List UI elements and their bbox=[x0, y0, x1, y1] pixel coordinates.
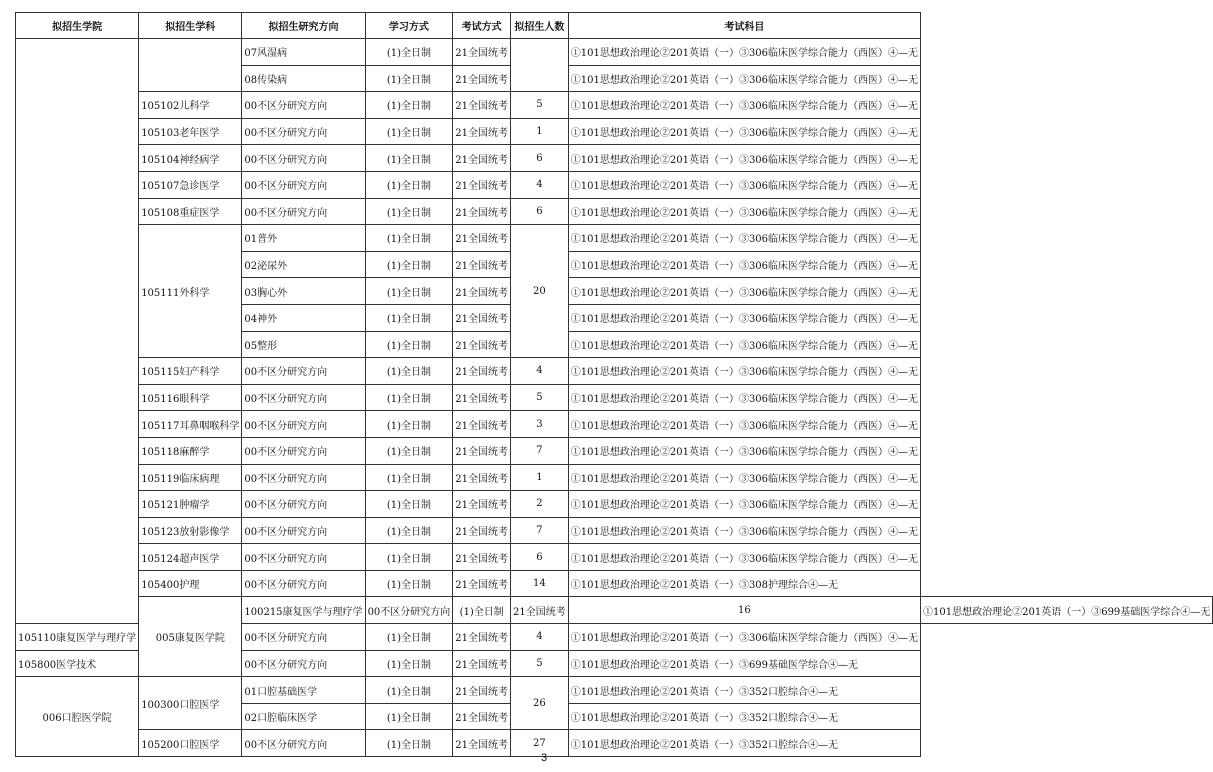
direction-cell: 00不区分研究方向 bbox=[365, 597, 453, 624]
study-mode-cell: (1)全日制 bbox=[365, 39, 453, 66]
table-row bbox=[16, 92, 1213, 119]
exam-subjects-cell: ①101思想政治理论②201英语（一）③306临床医学综合能力（西医）④—无 bbox=[568, 278, 920, 305]
enrollment-count-cell: 5 bbox=[511, 92, 569, 119]
table-row bbox=[16, 118, 1213, 145]
enrollment-count-cell: 6 bbox=[511, 544, 569, 571]
study-mode-cell: (1)全日制 bbox=[365, 384, 453, 411]
exam-subjects-cell: ①101思想政治理论②201英语（一）③699基础医学综合④—无 bbox=[921, 597, 1213, 624]
enrollment-count-cell: 6 bbox=[511, 198, 569, 225]
subject-cell bbox=[139, 39, 242, 92]
exam-type-cell: 21全国统考 bbox=[453, 92, 511, 119]
study-mode-cell: (1)全日制 bbox=[365, 437, 453, 464]
exam-subjects-cell: ①101思想政治理论②201英语（一）③306临床医学综合能力（西医）④—无 bbox=[568, 171, 920, 198]
study-mode-cell: (1)全日制 bbox=[365, 464, 453, 491]
enrollment-count-cell: 2 bbox=[511, 491, 569, 518]
header-college: 拟招生学院 bbox=[16, 13, 139, 39]
exam-subjects-cell: ①101思想政治理论②201英语（一）③306临床医学综合能力（西医）④—无 bbox=[568, 198, 920, 225]
subject-cell: 100300口腔医学 bbox=[139, 677, 242, 730]
table-body bbox=[16, 39, 1213, 757]
subject-cell: 105124超声医学 bbox=[139, 544, 242, 571]
subject-cell: 100215康复医学与理疗学 bbox=[242, 597, 365, 624]
enrollment-count-cell: 14 bbox=[511, 570, 569, 597]
enrollment-count-cell: 7 bbox=[511, 437, 569, 464]
enrollment-count-cell: 6 bbox=[511, 145, 569, 172]
enrollment-count-cell: 4 bbox=[511, 358, 569, 385]
exam-type-cell: 21全国统考 bbox=[453, 358, 511, 385]
exam-type-cell: 21全国统考 bbox=[453, 491, 511, 518]
exam-type-cell: 21全国统考 bbox=[511, 597, 569, 624]
exam-type-cell: 21全国统考 bbox=[453, 251, 511, 278]
subject-cell: 105200口腔医学 bbox=[139, 730, 242, 757]
subject-cell: 105111外科学 bbox=[139, 225, 242, 358]
table-row bbox=[16, 491, 1213, 518]
table-row bbox=[16, 411, 1213, 438]
direction-cell: 01普外 bbox=[242, 225, 365, 252]
exam-type-cell: 21全国统考 bbox=[453, 145, 511, 172]
study-mode-cell: (1)全日制 bbox=[365, 570, 453, 597]
direction-cell: 08传染病 bbox=[242, 65, 365, 92]
study-mode-cell: (1)全日制 bbox=[365, 624, 453, 651]
study-mode-cell: (1)全日制 bbox=[365, 517, 453, 544]
header-direction: 拟招生研究方向 bbox=[242, 13, 365, 39]
direction-cell: 00不区分研究方向 bbox=[242, 624, 365, 651]
study-mode-cell: (1)全日制 bbox=[365, 251, 453, 278]
exam-type-cell: 21全国统考 bbox=[453, 650, 511, 677]
exam-type-cell: 21全国统考 bbox=[453, 544, 511, 571]
exam-subjects-cell: ①101思想政治理论②201英语（一）③306临床医学综合能力（西医）④—无 bbox=[568, 145, 920, 172]
enrollment-count-cell: 7 bbox=[511, 517, 569, 544]
exam-subjects-cell: ①101思想政治理论②201英语（一）③306临床医学综合能力（西医）④—无 bbox=[568, 304, 920, 331]
header-exam-type: 考试方式 bbox=[453, 13, 511, 39]
direction-cell: 00不区分研究方向 bbox=[242, 650, 365, 677]
table-row bbox=[16, 464, 1213, 491]
exam-subjects-cell: ①101思想政治理论②201英语（一）③306临床医学综合能力（西医）④—无 bbox=[568, 517, 920, 544]
direction-cell: 01口腔基础医学 bbox=[242, 677, 365, 704]
direction-cell: 04神外 bbox=[242, 304, 365, 331]
header-row bbox=[16, 13, 1213, 39]
exam-subjects-cell: ①101思想政治理论②201英语（一）③306临床医学综合能力（西医）④—无 bbox=[568, 491, 920, 518]
study-mode-cell: (1)全日制 bbox=[365, 331, 453, 358]
study-mode-cell: (1)全日制 bbox=[365, 677, 453, 704]
subject-cell: 105107急诊医学 bbox=[139, 171, 242, 198]
enrollment-count-cell: 16 bbox=[568, 597, 920, 624]
direction-cell: 00不区分研究方向 bbox=[242, 464, 365, 491]
direction-cell: 07风湿病 bbox=[242, 39, 365, 66]
study-mode-cell: (1)全日制 bbox=[365, 118, 453, 145]
exam-subjects-cell: ①101思想政治理论②201英语（一）③352口腔综合④—无 bbox=[568, 703, 920, 730]
exam-subjects-cell: ①101思想政治理论②201英语（一）③352口腔综合④—无 bbox=[568, 677, 920, 704]
enrollment-table bbox=[15, 12, 1213, 757]
study-mode-cell: (1)全日制 bbox=[365, 171, 453, 198]
direction-cell: 00不区分研究方向 bbox=[242, 145, 365, 172]
page-number: 3 bbox=[541, 752, 548, 764]
direction-cell: 03胸心外 bbox=[242, 278, 365, 305]
header-exam-subjects: 考试科目 bbox=[568, 13, 920, 39]
exam-type-cell: 21全国统考 bbox=[453, 624, 511, 651]
direction-cell: 00不区分研究方向 bbox=[242, 437, 365, 464]
exam-type-cell: 21全国统考 bbox=[453, 437, 511, 464]
subject-cell: 105400护理 bbox=[139, 570, 242, 597]
table-row bbox=[16, 198, 1213, 225]
table-row bbox=[16, 358, 1213, 385]
study-mode-cell: (1)全日制 bbox=[453, 597, 511, 624]
subject-cell: 105800医学技术 bbox=[16, 650, 139, 677]
table-row bbox=[16, 677, 1213, 704]
study-mode-cell: (1)全日制 bbox=[365, 225, 453, 252]
exam-subjects-cell: ①101思想政治理论②201英语（一）③306临床医学综合能力（西医）④—无 bbox=[568, 437, 920, 464]
subject-cell: 105121肿瘤学 bbox=[139, 491, 242, 518]
subject-cell: 105110康复医学与理疗学 bbox=[16, 624, 139, 651]
exam-subjects-cell: ①101思想政治理论②201英语（一）③306临床医学综合能力（西医）④—无 bbox=[568, 331, 920, 358]
table-row bbox=[16, 437, 1213, 464]
direction-cell: 00不区分研究方向 bbox=[242, 171, 365, 198]
study-mode-cell: (1)全日制 bbox=[365, 491, 453, 518]
exam-type-cell: 21全国统考 bbox=[453, 304, 511, 331]
college-cell bbox=[16, 39, 139, 624]
subject-cell: 105119临床病理 bbox=[139, 464, 242, 491]
exam-subjects-cell: ①101思想政治理论②201英语（一）③306临床医学综合能力（西医）④—无 bbox=[568, 384, 920, 411]
subject-cell: 105123放射影像学 bbox=[139, 517, 242, 544]
subject-cell: 105103老年医学 bbox=[139, 118, 242, 145]
subject-cell: 105116眼科学 bbox=[139, 384, 242, 411]
exam-subjects-cell: ①101思想政治理论②201英语（一）③306临床医学综合能力（西医）④—无 bbox=[568, 65, 920, 92]
table-row bbox=[16, 597, 1213, 624]
exam-subjects-cell: ①101思想政治理论②201英语（一）③306临床医学综合能力（西医）④—无 bbox=[568, 225, 920, 252]
enrollment-count-cell: 5 bbox=[511, 384, 569, 411]
table-row bbox=[16, 384, 1213, 411]
college-cell: 005康复医学院 bbox=[139, 597, 242, 677]
table-row bbox=[16, 171, 1213, 198]
exam-subjects-cell: ①101思想政治理论②201英语（一）③306临床医学综合能力（西医）④—无 bbox=[568, 411, 920, 438]
header-study-mode: 学习方式 bbox=[365, 13, 453, 39]
exam-type-cell: 21全国统考 bbox=[453, 517, 511, 544]
direction-cell: 02泌尿外 bbox=[242, 251, 365, 278]
enrollment-count-cell: 27 bbox=[511, 730, 569, 757]
exam-type-cell: 21全国统考 bbox=[453, 118, 511, 145]
exam-type-cell: 21全国统考 bbox=[453, 464, 511, 491]
table-row bbox=[16, 730, 1213, 757]
subject-cell: 105108重症医学 bbox=[139, 198, 242, 225]
table-row bbox=[16, 145, 1213, 172]
enrollment-count-cell: 20 bbox=[511, 225, 569, 358]
subject-cell: 105104神经病学 bbox=[139, 145, 242, 172]
study-mode-cell: (1)全日制 bbox=[365, 198, 453, 225]
exam-subjects-cell: ①101思想政治理论②201英语（一）③306临床医学综合能力（西医）④—无 bbox=[568, 624, 920, 651]
enrollment-count-cell: 3 bbox=[511, 411, 569, 438]
study-mode-cell: (1)全日制 bbox=[365, 544, 453, 571]
exam-type-cell: 21全国统考 bbox=[453, 730, 511, 757]
table-row bbox=[16, 570, 1213, 597]
study-mode-cell: (1)全日制 bbox=[365, 304, 453, 331]
exam-type-cell: 21全国统考 bbox=[453, 39, 511, 66]
subject-cell: 105117耳鼻咽喉科学 bbox=[139, 411, 242, 438]
study-mode-cell: (1)全日制 bbox=[365, 92, 453, 119]
exam-subjects-cell: ①101思想政治理论②201英语（一）③306临床医学综合能力（西医）④—无 bbox=[568, 39, 920, 66]
exam-subjects-cell: ①101思想政治理论②201英语（一）③306临床医学综合能力（西医）④—无 bbox=[568, 464, 920, 491]
enrollment-count-cell: 1 bbox=[511, 118, 569, 145]
study-mode-cell: (1)全日制 bbox=[365, 358, 453, 385]
college-cell: 006口腔医学院 bbox=[16, 677, 139, 757]
direction-cell: 02口腔临床医学 bbox=[242, 703, 365, 730]
exam-subjects-cell: ①101思想政治理论②201英语（一）③306临床医学综合能力（西医）④—无 bbox=[568, 92, 920, 119]
direction-cell: 00不区分研究方向 bbox=[242, 544, 365, 571]
exam-type-cell: 21全国统考 bbox=[453, 171, 511, 198]
study-mode-cell: (1)全日制 bbox=[365, 145, 453, 172]
exam-subjects-cell: ①101思想政治理论②201英语（一）③308护理综合④—无 bbox=[568, 570, 920, 597]
enrollment-count-cell: 5 bbox=[511, 650, 569, 677]
subject-cell: 105102儿科学 bbox=[139, 92, 242, 119]
subject-cell: 105118麻醉学 bbox=[139, 437, 242, 464]
study-mode-cell: (1)全日制 bbox=[365, 650, 453, 677]
study-mode-cell: (1)全日制 bbox=[365, 730, 453, 757]
exam-subjects-cell: ①101思想政治理论②201英语（一）③306临床医学综合能力（西医）④—无 bbox=[568, 358, 920, 385]
exam-type-cell: 21全国统考 bbox=[453, 278, 511, 305]
direction-cell: 00不区分研究方向 bbox=[242, 411, 365, 438]
exam-subjects-cell: ①101思想政治理论②201英语（一）③306临床医学综合能力（西医）④—无 bbox=[568, 251, 920, 278]
direction-cell: 00不区分研究方向 bbox=[242, 92, 365, 119]
study-mode-cell: (1)全日制 bbox=[365, 411, 453, 438]
direction-cell: 05整形 bbox=[242, 331, 365, 358]
study-mode-cell: (1)全日制 bbox=[365, 65, 453, 92]
header-subject: 拟招生学科 bbox=[139, 13, 242, 39]
direction-cell: 00不区分研究方向 bbox=[242, 570, 365, 597]
exam-type-cell: 21全国统考 bbox=[453, 570, 511, 597]
exam-type-cell: 21全国统考 bbox=[453, 225, 511, 252]
enrollment-count-cell: 26 bbox=[511, 677, 569, 730]
subject-cell: 105115妇产科学 bbox=[139, 358, 242, 385]
exam-subjects-cell: ①101思想政治理论②201英语（一）③306临床医学综合能力（西医）④—无 bbox=[568, 544, 920, 571]
table-row bbox=[16, 225, 1213, 252]
exam-type-cell: 21全国统考 bbox=[453, 65, 511, 92]
exam-type-cell: 21全国统考 bbox=[453, 198, 511, 225]
study-mode-cell: (1)全日制 bbox=[365, 703, 453, 730]
direction-cell: 00不区分研究方向 bbox=[242, 491, 365, 518]
table-row bbox=[16, 517, 1213, 544]
enrollment-count-cell: 1 bbox=[511, 464, 569, 491]
exam-type-cell: 21全国统考 bbox=[453, 411, 511, 438]
direction-cell: 00不区分研究方向 bbox=[242, 384, 365, 411]
exam-subjects-cell: ①101思想政治理论②201英语（一）③699基础医学综合④—无 bbox=[568, 650, 920, 677]
direction-cell: 00不区分研究方向 bbox=[242, 730, 365, 757]
direction-cell: 00不区分研究方向 bbox=[242, 517, 365, 544]
exam-type-cell: 21全国统考 bbox=[453, 677, 511, 704]
header-enrollment-count: 拟招生人数 bbox=[511, 13, 569, 39]
exam-type-cell: 21全国统考 bbox=[453, 384, 511, 411]
enrollment-count-cell: 4 bbox=[511, 624, 569, 651]
table-row bbox=[16, 39, 1213, 66]
study-mode-cell: (1)全日制 bbox=[365, 278, 453, 305]
direction-cell: 00不区分研究方向 bbox=[242, 358, 365, 385]
exam-type-cell: 21全国统考 bbox=[453, 331, 511, 358]
exam-subjects-cell: ①101思想政治理论②201英语（一）③306临床医学综合能力（西医）④—无 bbox=[568, 118, 920, 145]
direction-cell: 00不区分研究方向 bbox=[242, 118, 365, 145]
enrollment-count-cell: 4 bbox=[511, 171, 569, 198]
exam-type-cell: 21全国统考 bbox=[453, 703, 511, 730]
enrollment-count-cell bbox=[511, 39, 569, 92]
exam-subjects-cell: ①101思想政治理论②201英语（一）③352口腔综合④—无 bbox=[568, 730, 920, 757]
direction-cell: 00不区分研究方向 bbox=[242, 198, 365, 225]
table-row bbox=[16, 544, 1213, 571]
